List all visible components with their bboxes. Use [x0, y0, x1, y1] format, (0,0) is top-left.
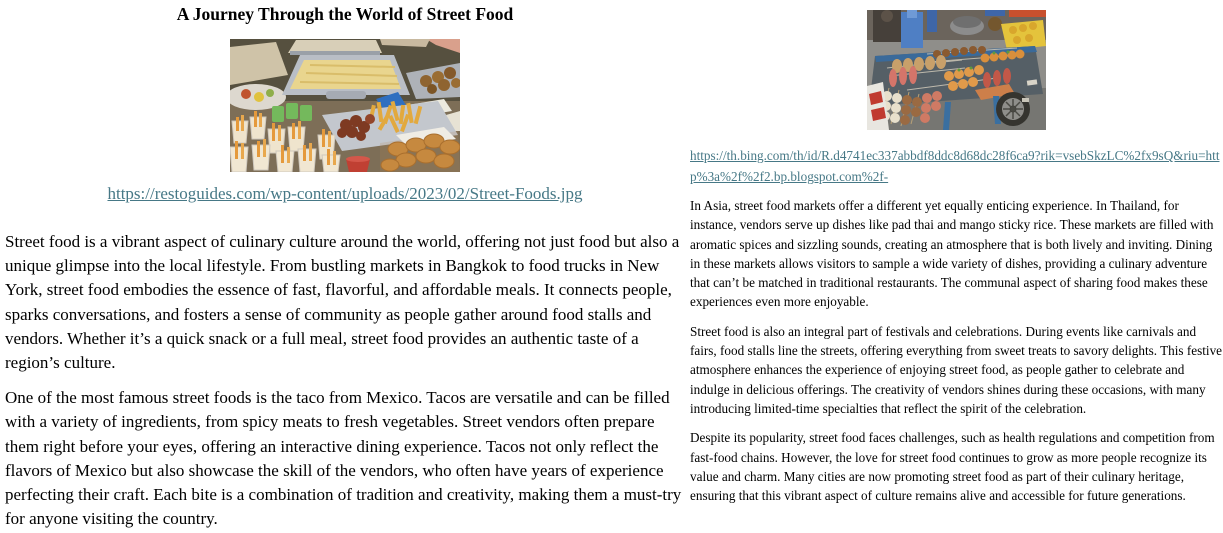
right-paragraph-2: Street food is also an integral part of festivals and celebrations. During events like carnivals and fairs, food stalls line the streets, offering everything from sweet treats to savory delights. This festive atmosphere enhances the experience of enjoying street food, as people gather to celebrate and indulge in delicious offerings. The creativity of vendors shines during these occasions, with many introducing limited-time specialties that reflect the spirit of the celebration. — [690, 323, 1223, 416]
street-food-buffet-image — [230, 39, 460, 172]
left-paragraph-1: Street food is a vibrant aspect of culinary culture around the world, offering not just food but also a unique glimpse into the local lifestyle. From bustling markets in Bangkok to food trucks in New York, street food embodies the essence of fast, flavorful, and affordable meals. It connects people, sparks conversations, and fosters a sense of community as people gather around food stalls and vendors. Whether it’s a quick snack or a full meal, street food provides an authentic taste of a region’s culture. — [5, 232, 680, 373]
document-title: A Journey Through the World of Street Food — [176, 4, 514, 24]
right-image-source-link[interactable]: https://th.bing.com/th/id/R.d4741ec337abbdf8ddc8d68dc28f6ca9?rik=vsebSkzLC%2fx9sQ&riu=http%3a%2f%2f2.bp.blogspot.com%2f- — [690, 148, 1220, 184]
left-column — [5, 0, 685, 533]
left-paragraph-2: One of the most famous street foods is the taco from Mexico. Tacos are versatile and can be filled with a variety of ingredients, from spicy meats to fresh vegetables. Street vendors often prepare them right before your eyes, offering an interactive dining experience. Tacos not only reflect the flavors of Mexico but also showcase the skill of the vendors, who often have years of experience perfecting their craft. Each bite is a combination of tradition and creativity, making them a must-try for anyone visiting the country. — [5, 388, 682, 529]
left-image-caption-link[interactable]: https://restoguides.com/wp-content/uploads/2023/02/Street-Foods.jpg — [107, 184, 583, 203]
right-paragraph-3: Despite its popularity, street food faces challenges, such as health regulations and competition from fast-food chains. However, the love for street food continues to grow as more people recognize its value and charm. Many cities are now promoting street food as part of their culinary heritage, ensuring that this vibrant aspect of culture remains alive and accessible for future generations. — [690, 430, 1215, 504]
right-paragraph-1: In Asia, street food markets offer a different yet equally enticing experience. In Thailand, for instance, vendors serve up dishes like pad thai and mango sticky rice. These markets are filled with aromatic spices and sizzling sounds, creating an atmosphere that is both lively and inviting. Dining in these markets allows visitors to sample a wide variety of dishes, providing a culinary adventure that can’t be matched in traditional restaurants. The communal aspect of sharing food makes these experiences even more enjoyable. — [690, 198, 1214, 310]
right-column — [690, 0, 1223, 533]
street-food-cart-image — [867, 10, 1046, 130]
